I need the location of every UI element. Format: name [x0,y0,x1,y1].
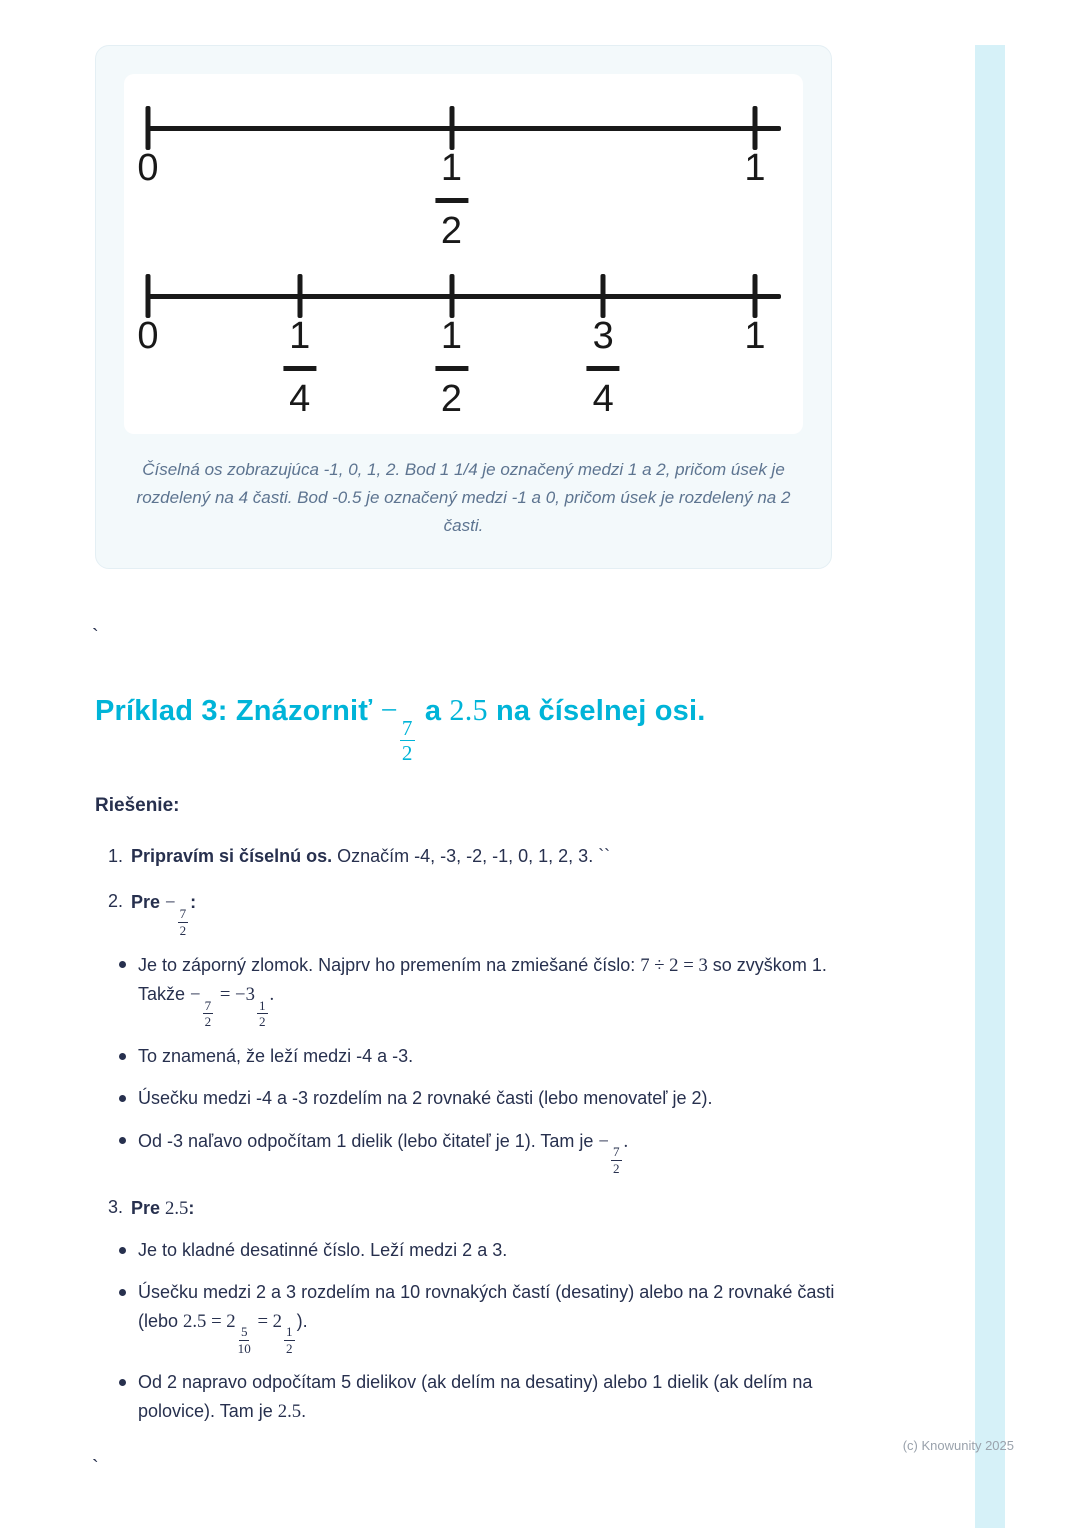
inline-fraction: $\frac{7}{2}$ [179,905,187,938]
step-3 [101,1194,835,1427]
tick-mark [146,106,151,150]
step-1 [101,843,835,871]
bullet-text: Od 2 napravo odpočítam 5 dielikov (ak delím na desatiny) alebo 1 dielik (ak delím na polovice). Tam je 2.5. [138,1372,813,1423]
step-number: 1. [107,845,123,866]
step-text: Pre − $\frac{7}{2}$ : [131,892,197,938]
tick-label: 1 [744,315,766,357]
inline-fraction: $\frac{7}{2}$ [612,1144,620,1177]
list-item [119,1085,835,1113]
inline-fraction: $\frac{1}{2}$ [258,997,266,1030]
scrollbar-track[interactable] [975,45,1005,1528]
bullet-text: Úsečku medzi 2 a 3 rozdelím na 10 rovnakých častí (desatiny) alebo na 2 rovnaké časti (lebo 2.5 = 2 $\frac{5}{10}$ = 2 $\frac{1}{2}$ ). [138,1281,835,1356]
example-heading: Príklad 3: Znázorniť − $\frac{7}{2}$ a 2.5 na číselnej osi. [95,693,706,766]
tick-label: $\frac{3}{4}$ [587,316,620,421]
list-item [119,1279,835,1356]
list-item [119,1043,835,1071]
bullet-text: To znamená, že leží medzi -4 a -3. [138,1046,414,1067]
tick-mark [449,106,454,150]
inline-fraction: $\frac{7}{2}$ [401,716,413,766]
tick-mark [297,274,302,318]
bullet-icon [119,1247,126,1254]
figure-card [95,45,832,569]
number-line-figure [124,74,803,434]
tick-mark [146,274,151,318]
list-item [119,1237,835,1265]
tick-mark [753,106,758,150]
tick-area [137,256,766,424]
figure-caption: Číselná os zobrazujúca -1, 0, 1, 2. Bod 1 1/4 je označený medzi 1 a 2, pričom úsek je rozdelený na 4 časti. Bod -0.5 je označený medzi -1 a 0, pričom úsek je rozdelený na 2 časti. [136,460,791,536]
step-text: Pripravím si číselnú os. Označím -4, -3, -2, -1, 0, 1, 2, 3. `` [131,845,611,866]
inline-fraction: $\frac{5}{10}$ [237,1323,251,1356]
list-item [119,1127,835,1176]
tick-mark [449,274,454,318]
step-2 [101,888,835,1175]
bullet-text: Je to záporný zlomok. Najprv ho premením na zmiešané číslo: 7 ÷ 2 = 3 so zvyškom 1. Takže − $\frac{7}{2}$ = −3 $\frac{1}{2}$ . [138,955,827,1030]
bullet-icon [119,961,126,968]
step-number: 3. [107,1196,123,1217]
tick-label: 1 [744,147,766,189]
step-text: Pre 2.5: [131,1197,195,1219]
tick-label: $\frac{1}{2}$ [435,316,468,421]
number-line-quarters [137,256,781,424]
bullet-icon [119,1289,126,1296]
list-item [119,951,835,1029]
copyright-text: (c) Knowunity 2025 [902,1438,1014,1453]
page-content [92,0,835,1480]
bullet-icon [119,1053,126,1060]
tick-area [137,88,766,256]
step-2-bullets [101,951,835,1176]
tick-mark [753,274,758,318]
solution-steps [95,843,835,1427]
tick-label: 0 [137,315,159,357]
step-3-bullets [101,1237,835,1427]
tick-mark [601,274,606,318]
bullet-icon [119,1137,126,1144]
bullet-icon [119,1379,126,1386]
stray-backtick-top: ` [92,626,99,649]
tick-label: $\frac{1}{2}$ [435,148,468,253]
tick-label: $\frac{1}{4}$ [283,316,316,421]
bullet-text: Od -3 naľavo odpočítam 1 dielik (lebo čitateľ je 1). Tam je − $\frac{7}{2}$ . [138,1130,629,1177]
number-line-halves [137,88,781,256]
list-item [119,1369,835,1426]
stray-backtick-bottom: ` [92,1457,99,1480]
inline-fraction: $\frac{7}{2}$ [204,997,212,1030]
step-number: 2. [107,891,123,912]
bullet-text: Úsečku medzi -4 a -3 rozdelím na 2 rovnaké časti (lebo menovateľ je 2). [138,1088,713,1109]
inline-fraction: $\frac{1}{2}$ [286,1323,293,1356]
bullet-icon [119,1095,126,1102]
bullet-text: Je to kladné desatinné číslo. Leží medzi 2 a 3. [138,1239,508,1260]
tick-label: 0 [137,147,159,189]
solution-label: Riešenie: [95,794,180,816]
